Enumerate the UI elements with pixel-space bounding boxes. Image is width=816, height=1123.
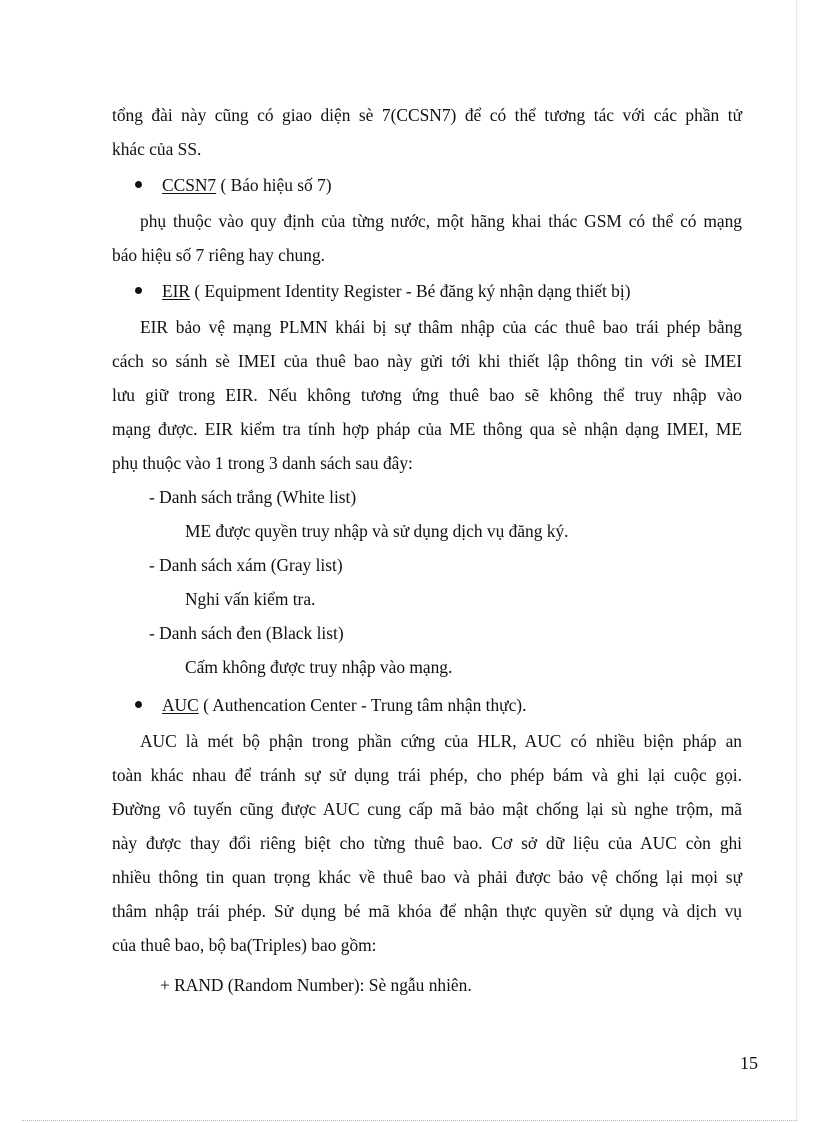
page-content: [112, 98, 742, 1002]
bullet-dot-icon: [135, 701, 142, 708]
bullet-text: ( Authencation Center - Trung tâm nhận thực).: [198, 695, 527, 715]
rand-item: + RAND (Random Number): Sè ngẫu nhiên.: [160, 975, 472, 995]
paragraph-3-line-2: cách so sánh sè IMEI của thuê bao này gửi tới khi thiết lập thông tin với sè IMEI: [112, 351, 742, 371]
paragraph-4-line-6: thâm nhập trái phép. Sử dụng bé mã khóa để nhận thực quyền sử dụng và dịch vụ: [112, 901, 742, 921]
paragraph-3-line-4: mạng được. EIR kiểm tra tính hợp pháp của ME thông qua sè nhận dạng IMEI, ME: [112, 419, 742, 439]
bullet-text: ( Equipment Identity Register - Bé đăng ký nhận dạng thiết bị): [190, 281, 631, 301]
paragraph-4-line-2: toàn khác nhau để tránh sự sử dụng trái phép, cho phép bám và ghi lại cuộc gọi.: [112, 765, 742, 785]
paragraph-3-line-5: phụ thuộc vào 1 trong 3 danh sách sau đây:: [112, 453, 413, 473]
bullet-dot-icon: [135, 181, 142, 188]
bullet-term: CCSN7: [162, 175, 217, 195]
list-item-white-title: - Danh sách trắng (White list): [149, 487, 357, 507]
bullet-text: ( Báo hiệu số 7): [216, 175, 332, 195]
list-item-black-title: - Danh sách đen (Black list): [149, 623, 344, 643]
list-item-white-desc: ME được quyền truy nhập và sử dụng dịch vụ đăng ký.: [185, 521, 569, 541]
paragraph-4-line-7: của thuê bao, bộ ba(Triples) bao gồm:: [112, 935, 377, 955]
bullet-term: AUC: [162, 695, 199, 715]
paragraph-1-line-2: khác của SS.: [112, 139, 202, 159]
list-item-gray-title: - Danh sách xám (Gray list): [149, 555, 343, 575]
bullet-auc: [112, 688, 742, 722]
paragraph-4-line-3: Đường vô tuyến cũng được AUC cung cấp mã bảo mật chống lại sù nghe trộm, mã: [112, 799, 742, 819]
page-bottom-border: [22, 1120, 796, 1121]
paragraph-4-line-1: AUC là mét bộ phận trong phần cứng của HLR, AUC có nhiều biện pháp an: [140, 731, 742, 751]
paragraph-3-line-1: EIR bảo vệ mạng PLMN khái bị sự thâm nhập của các thuê bao trái phép bằng: [140, 317, 742, 337]
bullet-eir: [112, 274, 742, 308]
paragraph-2-line-2: báo hiệu số 7 riêng hay chung.: [112, 245, 325, 265]
bullet-ccsn7: [112, 168, 742, 202]
paragraph-4-line-4: này được thay đổi riêng biệt cho từng thuê bao. Cơ sở dữ liệu của AUC còn ghi: [112, 833, 742, 853]
list-item-gray-desc: Nghi vấn kiểm tra.: [185, 589, 316, 609]
paragraph-2-line-1: phụ thuộc vào quy định của từng nước, một hãng khai thác GSM có thể có mạng: [140, 211, 742, 231]
paragraph-4-line-5: nhiều thông tin quan trọng khác về thuê bao và phải được bảo vệ chống lại mọi sự: [112, 867, 742, 887]
paragraph-1-line-1: tổng đài này cũng có giao diện sè 7(CCSN7) để có thể tương tác với các phần tử: [112, 105, 742, 125]
list-item-black-desc: Cấm không được truy nhập vào mạng.: [185, 657, 453, 677]
page-number: 15: [740, 1053, 758, 1073]
bullet-term: EIR: [162, 281, 191, 301]
paragraph-3-line-3: lưu giữ trong EIR. Nếu không tương ứng thuê bao sẽ không thể truy nhập vào: [112, 385, 742, 405]
bullet-dot-icon: [135, 287, 142, 294]
page-right-border: [796, 0, 797, 1121]
